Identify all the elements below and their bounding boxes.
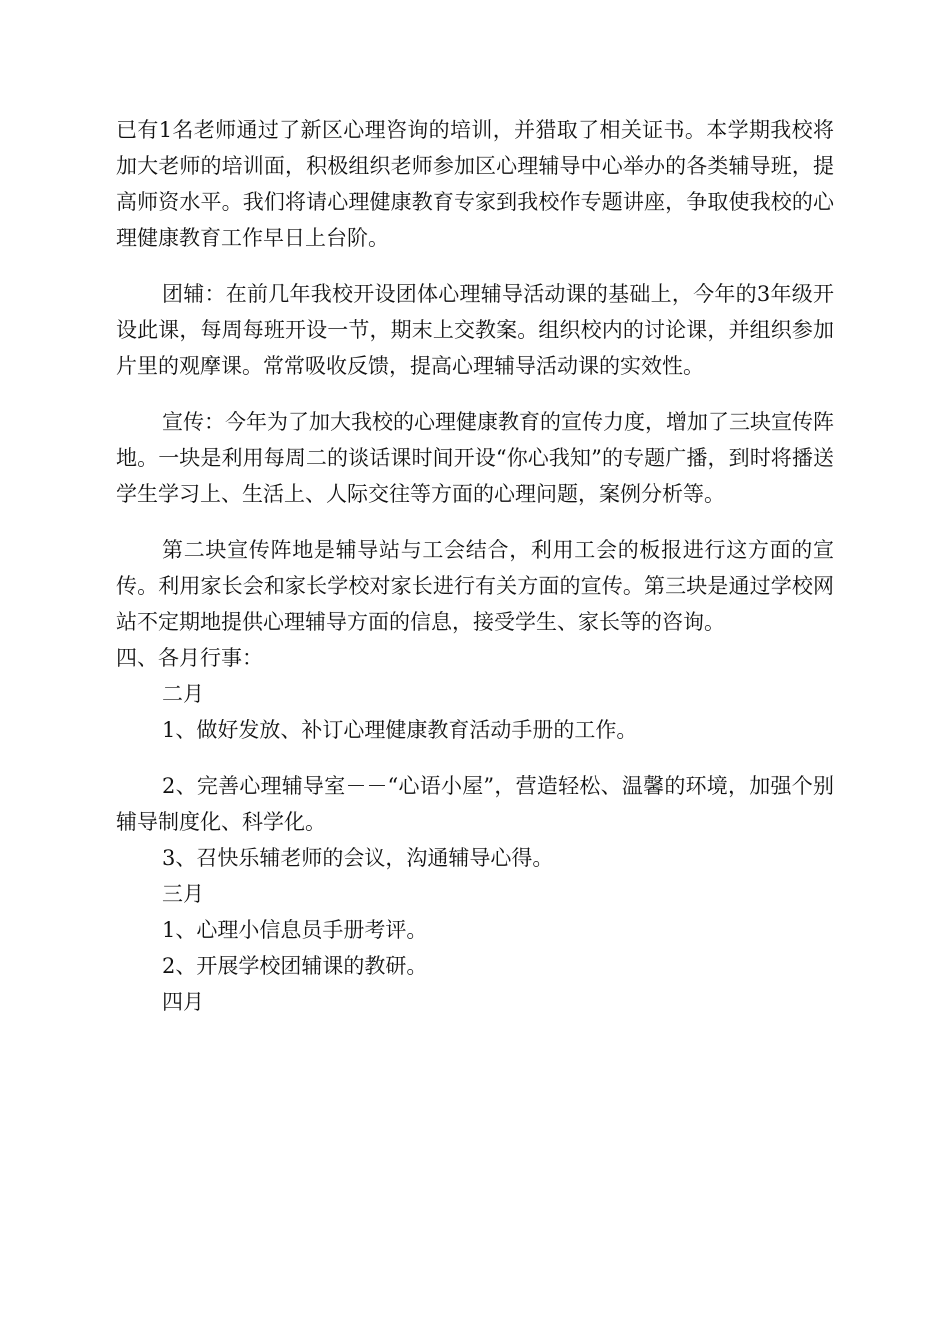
section-heading: 四、各月行事： <box>116 646 263 670</box>
month-heading-apr: 四月 <box>162 990 204 1014</box>
body-paragraph-publicity: 宣传：今年为了加大我校的心理健康教育的宣传力度，增加了三块宣传阵地。一块是利用每周二的谈话课时间开设“你心我知”的专题广播，到时将播送学生学习上、生活上、人际交往等方面的心理问题，案例分析等。 <box>116 410 834 506</box>
body-paragraph-publicity-second: 第二块宣传阵地是辅导站与工会结合，利用工会的板报进行这方面的宣传。利用家长会和家长学校对家长进行有关方面的宣传。第三块是通过学校网站不定期地提供心理辅导方面的信息，接受学生、家长等的咨询。 <box>116 538 834 634</box>
month-item: 1、心理小信息员手册考评。 <box>162 918 428 942</box>
month-heading-mar: 三月 <box>162 882 204 906</box>
month-item: 2、完善心理辅导室－－“心语小屋”，营造轻松、温馨的环境，加强个别辅导制度化、科学化。 <box>116 774 834 834</box>
month-item: 2、开展学校团辅课的教研。 <box>162 954 428 978</box>
body-paragraph: 已有1名老师通过了新区心理咨询的培训，并猎取了相关证书。本学期我校将加大老师的培训面，积极组织老师参加区心理辅导中心举办的各类辅导班，提高师资水平。我们将请心理健康教育专家到我校作专题讲座，争取使我校的心理健康教育工作早日上台阶。 <box>116 118 834 250</box>
body-paragraph-group-counseling: 团辅：在前几年我校开设团体心理辅导活动课的基础上，今年的3年级开设此课，每周每班开设一节，期末上交教案。组织校内的讨论课，并组织参加片里的观摩课。常常吸收反馈，提高心理辅导活动课的实效性。 <box>116 282 834 378</box>
document-body <box>116 112 834 1020</box>
month-item: 1、做好发放、补订心理健康教育活动手册的工作。 <box>162 718 638 742</box>
month-item: 3、召快乐辅老师的会议，沟通辅导心得。 <box>162 846 554 870</box>
month-heading-feb: 二月 <box>162 682 204 706</box>
